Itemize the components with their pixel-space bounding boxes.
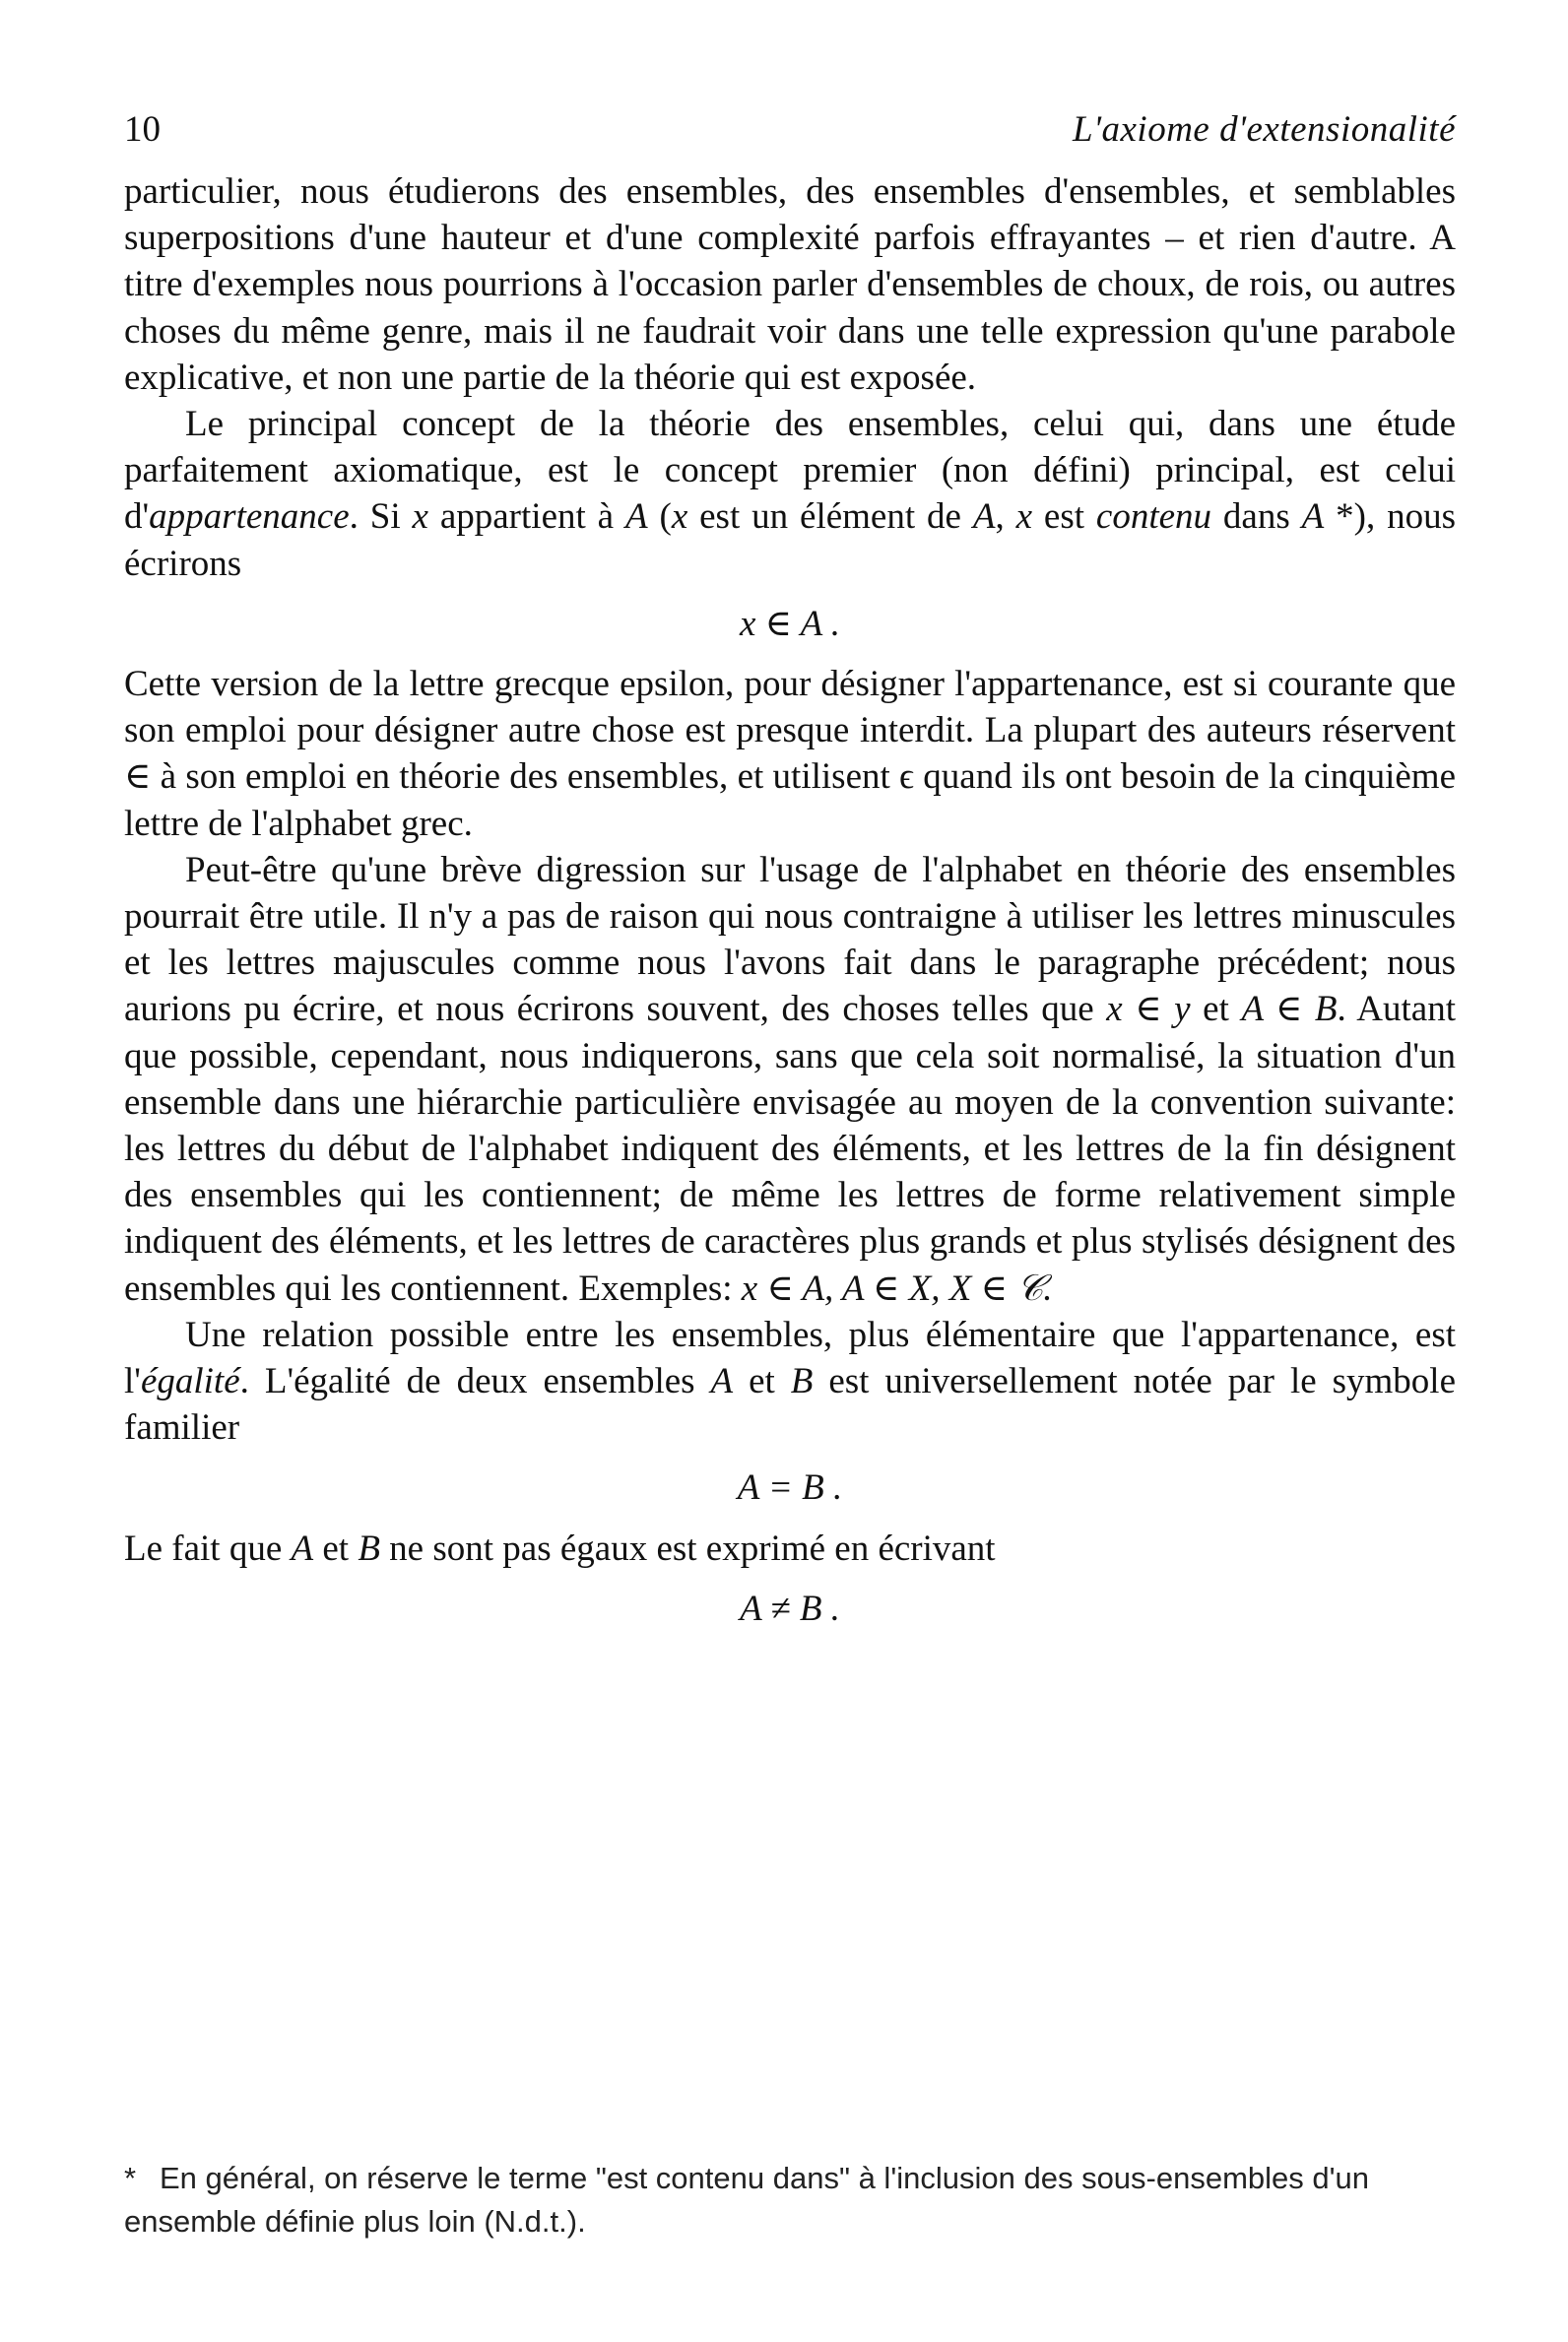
page-number: 10 xyxy=(124,109,161,150)
paragraph-3: Cette version de la lettre grecque epsilon, pour désigner l'appartenance, est si courante que son emploi pour désigner autre chose est presque interdit. La plupart des auteurs réservent ∈ à son emploi en théorie des ensembles, et utilisent ϵ quand ils ont besoin de la cinquième lettre de l'alphabet grec. xyxy=(124,664,1456,844)
var: A xyxy=(624,496,648,538)
text: est xyxy=(1032,496,1096,538)
text: et xyxy=(733,1361,791,1402)
paragraph-1: particulier, nous étudierons des ensembles, des ensembles d'ensembles, et semblables superpositions d'une hauteur et d'une complexité parfois effrayantes – et rien d'autre. A titre d'exemples nous pourrions à l'occasion parler d'ensembles de choux, de rois, ou autres choses du même genre, mais il ne faudrait voir dans une telle expression qu'une parabole explicative, et non une partie de la théorie qui est exposée. xyxy=(124,171,1456,398)
text: dans xyxy=(1211,496,1302,538)
var: x xyxy=(671,496,688,538)
var: B xyxy=(358,1528,380,1569)
term-appartenance: appartenance xyxy=(149,496,350,538)
paragraph-5 xyxy=(124,1312,1456,1452)
var: A xyxy=(972,496,996,538)
equation-inequality: A ≠ B . xyxy=(740,1588,840,1629)
formula: x ∈ y xyxy=(1106,989,1191,1030)
formula: A ∈ B xyxy=(1241,989,1338,1030)
var: A xyxy=(710,1361,734,1402)
text: et xyxy=(1190,989,1242,1030)
equation-equality: A = B . xyxy=(737,1467,843,1509)
var: B xyxy=(790,1361,814,1402)
text: ne sont pas égaux est exprimé en écrivant xyxy=(379,1528,996,1569)
text: Le fait que xyxy=(124,1528,292,1569)
text: Le principal concept de la théorie des ensembles, celui qui, dans une étude parfaitement axiomatique, est le concept premier (non défini) principal, est celui d' xyxy=(124,404,1456,538)
term-contenu: contenu xyxy=(1095,496,1212,538)
text: . Autant que possible, cependant, nous indiquerons, sans que cela soit normalisé, la situation d'un ensemble dans une hiérarchie particulière envisagée au moyen de la convention suivante: les lettres du début de l'alphabet indiquent des éléments, et les lettres de la fin désignent des ensembles qui les contiennent; de même les lettres de forme relativement simple indiquent des éléments, et les lettres de caractères plus grands et plus stylisés désignent des ensembles qui les contiennent. Exemples: xyxy=(124,989,1456,1309)
text: ( xyxy=(647,496,672,538)
text: est un élément de xyxy=(687,496,973,538)
equation-membership: x ∈ A . xyxy=(739,603,841,644)
var: x xyxy=(1015,496,1033,538)
footnote-text: En général, on réserve le terme "est contenu dans" à l'inclusion des sous-ensembles d'un ensemble définie plus loin (N.d.t.). xyxy=(124,2161,1370,2239)
footnote-mark: * xyxy=(124,2161,137,2195)
page-body xyxy=(124,168,1456,1632)
var: x xyxy=(412,496,428,538)
text: Une relation possible entre les ensembles, plus élémentaire que l'appartenance, est l' xyxy=(124,1314,1456,1402)
paragraph-2 xyxy=(124,401,1456,587)
paragraph-4 xyxy=(124,847,1456,1312)
page-header xyxy=(124,108,1456,151)
footnote xyxy=(124,2157,1456,2244)
var: A xyxy=(1301,496,1325,538)
running-title: L'axiome d'extensionalité xyxy=(1073,109,1456,150)
term-egalite: égalité xyxy=(140,1361,240,1402)
text: est universellement notée par le symbole familier xyxy=(124,1361,1456,1449)
text: . Si xyxy=(349,496,413,538)
text: Peut-être qu'une brève digression sur l'usage de l'alphabet en théorie des ensembles pourrait être utile. Il n'y a pas de raison qui nous contraigne à utiliser les lettres minuscules et les lettres majuscules comme nous l'avons fait dans le paragraphe précédent; nous aurions pu écrire, et nous écrirons souvent, des choses telles que xyxy=(124,849,1456,1030)
var: A xyxy=(291,1528,314,1569)
text: , xyxy=(995,496,1016,538)
text: . L'égalité de deux ensembles xyxy=(239,1361,711,1402)
text: *), nous écrirons xyxy=(124,496,1456,584)
formula: x ∈ A, A ∈ X, X ∈ 𝒞. xyxy=(741,1268,1053,1309)
paragraph-6 xyxy=(124,1526,1456,1572)
book-page xyxy=(124,108,1456,2239)
text: appartient à xyxy=(427,496,625,538)
text: et xyxy=(313,1528,359,1569)
